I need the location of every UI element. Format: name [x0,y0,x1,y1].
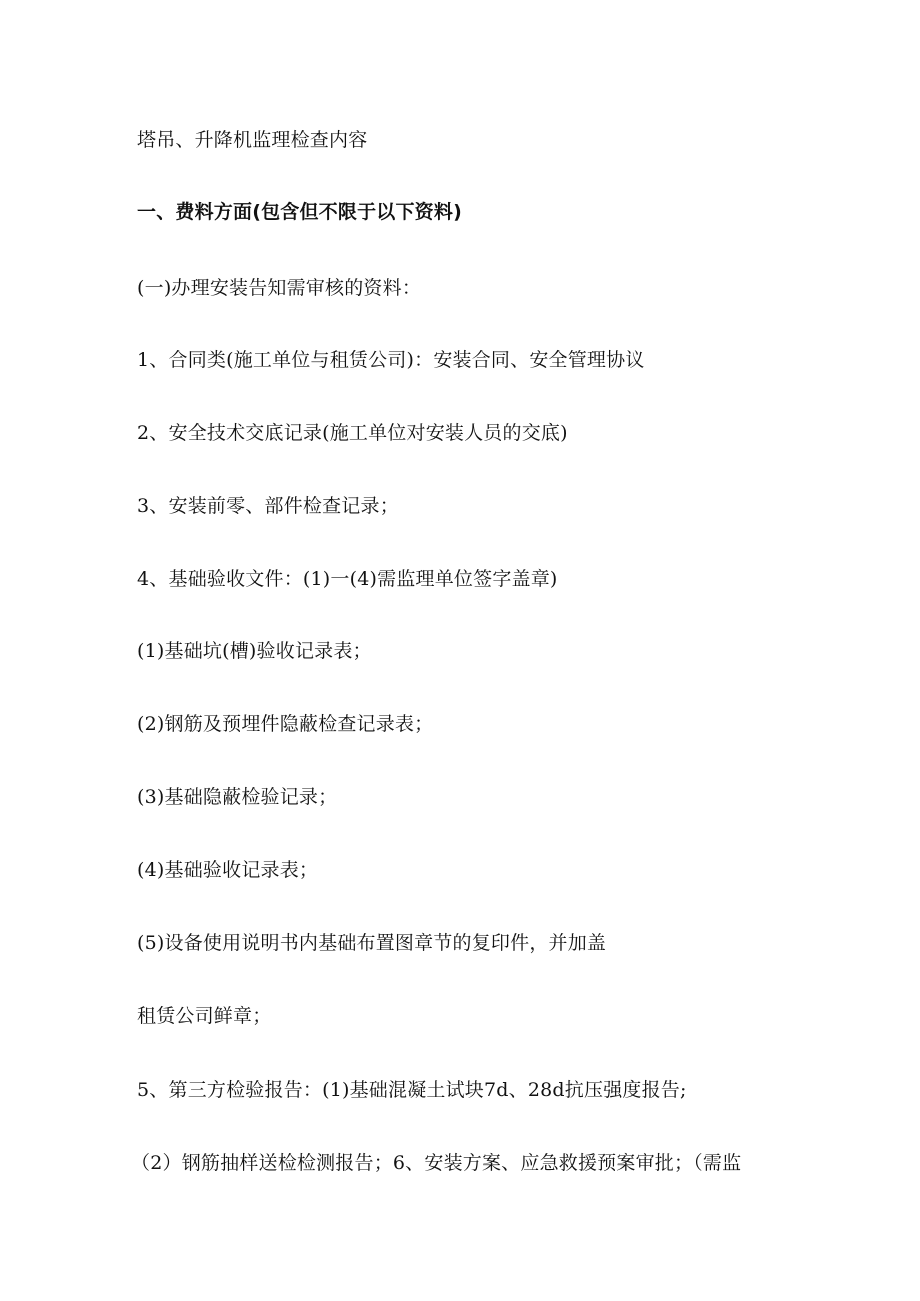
list-item: 租赁公司鲜章； [137,1005,272,1027]
list-item: 3、安装前零、部件检查记录； [137,495,399,517]
list-item: (3)基础隐蔽检验记录； [137,786,338,808]
list-item: （2）钢筋抽样送检检测报告；6、安装方案、应急救援预案审批；（需监 [131,1152,742,1174]
list-item: (1)基础坑(槽)验收记录表； [137,640,372,662]
list-item: (2)钢筋及预埋件隐蔽检查记录表； [137,713,434,735]
list-item: 4、基础验收文件：(1)一(4)需监理单位签字盖章) [137,568,558,590]
list-item: (4)基础验收记录表； [137,859,319,881]
document-title: 塔吊、升降机监理检查内容 [137,129,368,151]
list-item: 5、第三方检验报告：(1)基础混凝土试块7d、28d抗压强度报告; [137,1079,687,1101]
list-item: (5)设备使用说明书内基础布置图章节的复印件，并加盖 [137,932,607,954]
list-item: 2、安全技术交底记录(施工单位对安装人员的交底) [137,422,568,444]
list-item: 1、合同类(施工单位与租赁公司)：安装合同、安全管理协议 [137,349,645,371]
section-heading: 一、费料方面(包含但不限于以下资料) [137,201,462,223]
subsection-heading: (一)办理安装告知需审核的资料： [137,277,422,299]
